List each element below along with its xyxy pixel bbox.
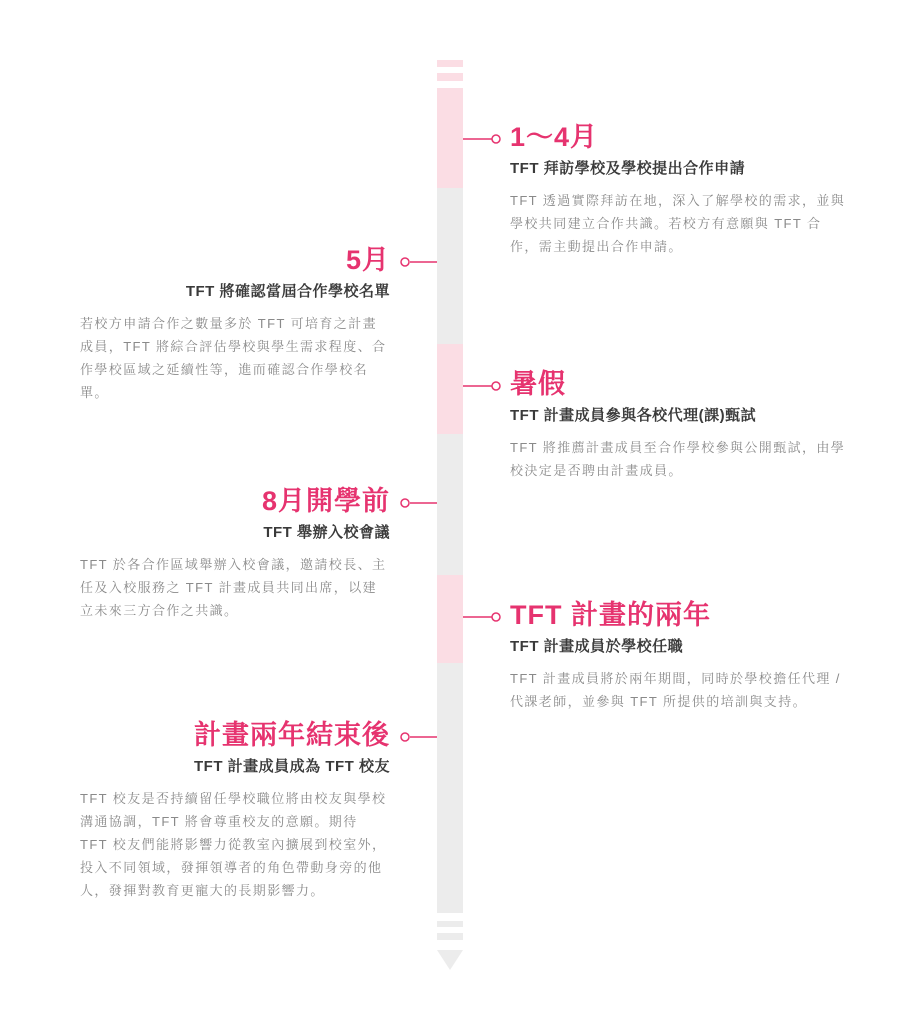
entry-subtitle: TFT 計畫成員參與各校代理(課)甄試 — [510, 407, 757, 424]
timeline-entry-jan-apr — [510, 121, 850, 258]
entry-subtitle: TFT 拜訪學校及學校提出合作申請 — [510, 160, 746, 177]
connector-left — [401, 733, 437, 741]
track-arrow-down — [437, 950, 463, 970]
entry-description: 若校方申請合作之數量多於 TFT 可培育之計畫成員，TFT 將綜合評估學校與學生需求程度、合作學校區域之延續性等，進而確認合作學校名單。 — [80, 316, 387, 400]
track-highlight-segment — [437, 344, 463, 434]
entry-description: TFT 透過實際拜訪在地，深入了解學校的需求，並與學校共同建立合作共識。若校方有意願與 TFT 合作，需主動提出合作申請。 — [510, 193, 846, 254]
period-label: 5月 — [345, 245, 390, 275]
timeline-entry-summer — [510, 368, 850, 482]
period-label: 8月開學前 — [261, 486, 390, 516]
entry-description: TFT 於各合作區域舉辦入校會議，邀請校長、主任及入校服務之 TFT 計畫成員共同出席，以建立未來三方合作之共識。 — [80, 557, 387, 618]
connector-right — [463, 613, 500, 621]
connector-left — [401, 499, 437, 507]
period-label: 計畫兩年結束後 — [194, 720, 390, 750]
entry-description: TFT 校友是否持續留任學校職位將由校友與學校溝通協調，TFT 將會尊重校友的意願。期待 TFT 校友們能將影響力從教室內擴展到校室外，投入不同領域，發揮領導者的角色帶動身旁的他人，發揮對教育更寵大的長期影響力。 — [80, 791, 387, 898]
entry-subtitle: TFT 計畫成員成為 TFT 校友 — [194, 758, 390, 775]
track-bottom-stripe — [437, 921, 463, 927]
connector-left — [401, 258, 437, 266]
timeline-entry-two-years — [510, 599, 850, 713]
track-top-stripe — [437, 60, 463, 67]
connector-right — [463, 382, 500, 390]
timeline-entry-may — [80, 244, 390, 404]
period-label: TFT 計畫的兩年 — [510, 600, 711, 630]
track-top-stripe — [437, 73, 463, 81]
timeline-entry-after-program — [80, 719, 390, 902]
entry-subtitle: TFT 舉辦入校會議 — [263, 524, 390, 541]
timeline-entry-before-august — [80, 485, 390, 622]
track-highlight-segment — [437, 88, 463, 188]
entry-description: TFT 計畫成員將於兩年期間，同時於學校擔任代理 / 代課老師，並參與 TFT 所提供的培訓與支持。 — [510, 671, 841, 709]
period-label: 1～4月 — [510, 122, 599, 152]
track-highlight-segment — [437, 575, 463, 663]
entry-subtitle: TFT 將確認當屆合作學校名單 — [185, 283, 390, 300]
entry-subtitle: TFT 計畫成員於學校任職 — [510, 638, 684, 655]
connector-right — [463, 135, 500, 143]
period-label: 暑假 — [510, 369, 566, 399]
entry-description: TFT 將推薦計畫成員至合作學校參與公開甄試，由學校決定是否聘由計畫成員。 — [510, 440, 846, 478]
track-bottom-stripe — [437, 933, 463, 940]
timeline-track — [437, 88, 463, 913]
